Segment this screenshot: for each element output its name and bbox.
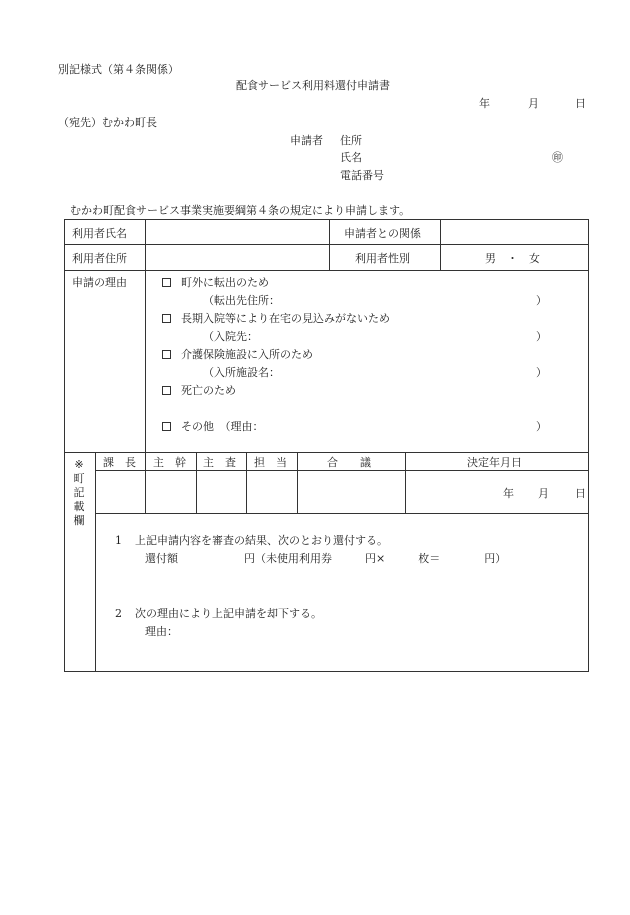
reason-option-death[interactable]: 死亡のため [162, 385, 236, 396]
checkbox-icon[interactable] [162, 278, 171, 287]
seal-mark: ㊞ [552, 151, 563, 164]
gender-options[interactable]: 男 ・ 女 [485, 252, 540, 265]
reason-label: 申請の理由 [72, 276, 127, 289]
reason-detail-hospital: （入院先： [203, 330, 258, 343]
col-chief-officer: 主 幹 [153, 456, 186, 469]
reason-close-other: ） [536, 420, 547, 433]
addressee: （宛先）むかわ町長 [58, 116, 157, 129]
item1-number: 1 [115, 534, 122, 547]
applicant-name-label: 氏名 [340, 151, 362, 164]
reason-close-hospital: ） [536, 330, 547, 343]
user-address-label: 利用者住所 [72, 252, 127, 265]
reason-option-facility[interactable]: 介護保険施設に入所のため [162, 349, 313, 360]
office-side-char: 欄 [73, 514, 85, 527]
date-day-label: 日 [575, 97, 586, 110]
office-note-mark: ※ [74, 458, 84, 471]
checkbox-icon[interactable] [162, 314, 171, 323]
decision-year-label: 年 [503, 487, 514, 500]
col-section-chief: 課 長 [103, 456, 136, 469]
reason-detail-move: （転出先住所： [203, 294, 280, 307]
user-name-label: 利用者氏名 [72, 227, 127, 240]
reason-close-facility: ） [536, 366, 547, 379]
date-month-label: 月 [528, 97, 539, 110]
date-year-label: 年 [479, 97, 490, 110]
office-side-char: 記 [73, 486, 85, 499]
user-gender-label: 利用者性別 [355, 252, 410, 265]
form-title: 配食サービス利用料還付申請書 [236, 79, 390, 92]
decision-day-label: 日 [575, 487, 586, 500]
col-staff: 担 当 [254, 456, 287, 469]
rejection-reason-label: 理由： [145, 625, 178, 638]
item1-text: 上記申請内容を審査の結果、次のとおり還付する。 [135, 534, 388, 547]
applicant-label: 申請者 [290, 134, 323, 147]
item2-text: 次の理由により上記申請を却下する。 [135, 607, 322, 620]
refund-amount-line: 還付額 円（未使用利用券 円× 枚＝ 円） [145, 552, 507, 565]
checkbox-icon[interactable] [162, 350, 171, 359]
decision-month-label: 月 [538, 487, 549, 500]
reason-detail-facility: （入所施設名： [203, 366, 280, 379]
col-consultation: 合 議 [327, 456, 371, 469]
office-side-char: 載 [73, 500, 85, 513]
reason-option-other[interactable]: その他 （理由： [162, 421, 264, 432]
checkbox-icon[interactable] [162, 422, 171, 431]
intro-text: むかわ町配食サービス事業実施要綱第４条の規定により申請します。 [70, 204, 411, 217]
relation-label: 申請者との関係 [344, 227, 421, 240]
checkbox-icon[interactable] [162, 386, 171, 395]
reason-close-move: ） [536, 294, 547, 307]
item2-number: 2 [115, 607, 122, 620]
applicant-phone-label: 電話番号 [340, 169, 384, 182]
reason-option-hospital[interactable]: 長期入院等により在宅の見込みがないため [162, 313, 390, 324]
col-inspector: 主 査 [203, 456, 236, 469]
office-side-char: 町 [73, 472, 85, 485]
applicant-address-label: 住所 [340, 134, 362, 147]
reason-option-move[interactable]: 町外に転出のため [162, 277, 269, 288]
form-number: 別記様式（第４条関係） [58, 63, 179, 76]
col-decision-date: 決定年月日 [467, 456, 522, 469]
